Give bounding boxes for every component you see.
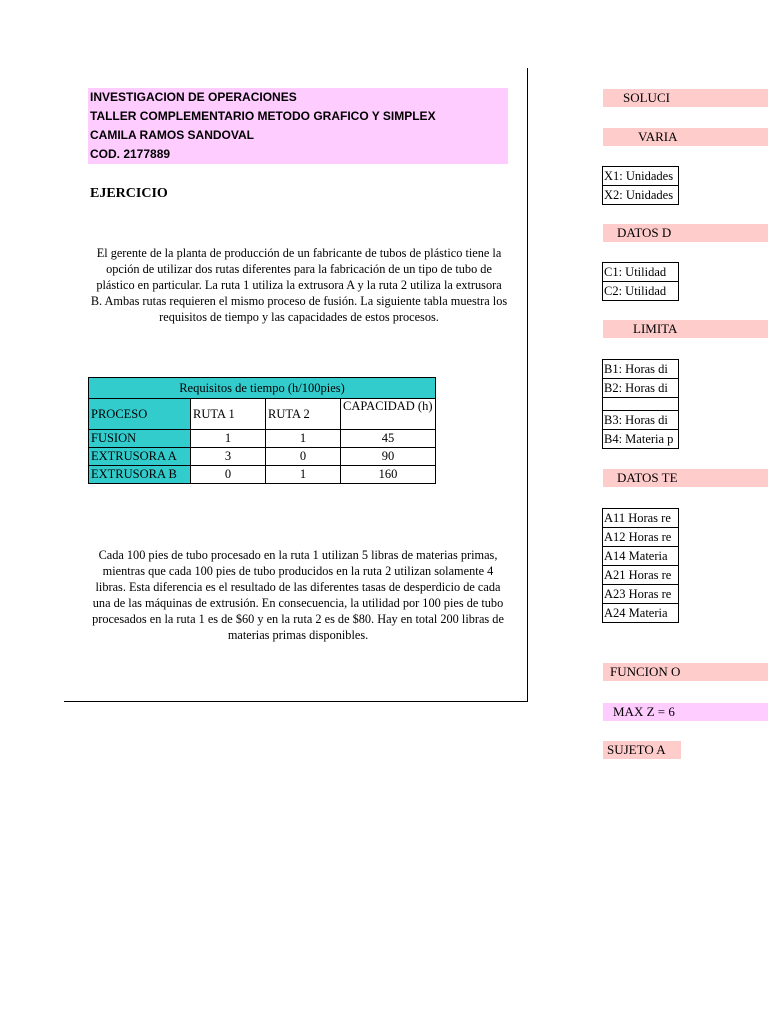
limits-header: LIMITA [603,320,768,338]
section-title: EJERCICIO [90,186,168,201]
table-cell: 1 [191,430,266,448]
list-item: A24 Materia [603,604,678,623]
table-cell: EXTRUSORA B [89,466,191,484]
spacer [603,398,678,410]
header-line: INVESTIGACION DE OPERACIONES [90,90,297,104]
table-row [89,466,436,484]
list-item: C2: Utilidad [603,282,678,301]
requirements-table [88,377,436,484]
table-cell: 1 [266,430,341,448]
header-block [88,88,508,164]
page-border-vertical [527,68,528,702]
header-line: CAMILA RAMOS SANDOVAL [90,128,254,142]
page-border-horizontal [64,701,528,702]
table-cell: 45 [341,430,436,448]
intro-paragraph: El gerente de la planta de producción de un fabricante de tubos de plástico tiene la opción de utilizar dos rutas diferentes para la fabricación de un tipo de tubo de plástico en particular. La ruta 1 utiliza la extrusora A y la ruta 2 utiliza la extrusora B. Ambas rutas requieren el mismo proceso de fusión. La siguiente tabla muestra los requisitos de tiempo y las capacidades de estos procesos. [90,246,508,324]
table-cell: 0 [266,448,341,466]
table-row [89,448,436,466]
list-item: B2: Horas di [603,379,678,398]
table-row [89,430,436,448]
list-item: B4: Materia p [603,430,678,449]
list-item: A21 Horas re [603,566,678,585]
objective-function: MAX Z = 6 [603,703,768,721]
table-cell: 160 [341,466,436,484]
closing-paragraph: Cada 100 pies de tubo procesado en la ruta 1 utilizan 5 libras de materias primas, mientras que cada 100 pies de tubo producidos en la ruta 2 utilizan solamente 4 libras. Esta diferencia es el resultado de las diferentes tasas de desperdicio de cada una de las máquinas de extrusión. En consecuencia, la utilidad por 100 pies de tubo procesados en la ruta 1 es de $60 y en la ruta 2 es de $80. Hay en total 200 libras de materias primas disponibles. [92,548,504,642]
column-header: RUTA 1 [191,399,266,430]
variables-header: VARIA [603,128,768,146]
header-line: COD. 2177889 [90,147,171,161]
solution-header: SOLUCI [603,89,768,107]
list-item: B3: Horas di [603,410,678,430]
column-header: CAPACIDAD (h) [341,399,436,430]
tech-data-header: DATOS TE [603,469,768,487]
column-header: RUTA 2 [266,399,341,430]
column-header: PROCESO [89,399,191,430]
table-cell: 3 [191,448,266,466]
list-item: A12 Horas re [603,528,678,547]
objective-header: FUNCION O [603,663,768,681]
header-line: TALLER COMPLEMENTARIO METODO GRAFICO Y SIMPLEX [90,109,436,123]
list-item: A14 Materia [603,547,678,566]
table-cell: 90 [341,448,436,466]
table-cell: EXTRUSORA A [89,448,191,466]
list-item: A23 Horas re [603,585,678,604]
list-item: C1: Utilidad [603,263,678,282]
table-cell: 1 [266,466,341,484]
data-header: DATOS D [603,224,768,242]
data-list [602,262,679,301]
list-item: B1: Horas di [603,360,678,379]
table-title: Requisitos de tiempo (h/100pies) [89,378,436,399]
table-cell: FUSION [89,430,191,448]
subject-to-header: SUJETO A [603,741,681,759]
tech-data-list [602,508,679,623]
list-item: X1: Unidades [603,167,678,186]
table-cell: 0 [191,466,266,484]
variables-list [602,166,679,205]
list-item: A11 Horas re [603,509,678,528]
list-item: X2: Unidades [603,186,678,205]
limits-list [602,359,679,449]
